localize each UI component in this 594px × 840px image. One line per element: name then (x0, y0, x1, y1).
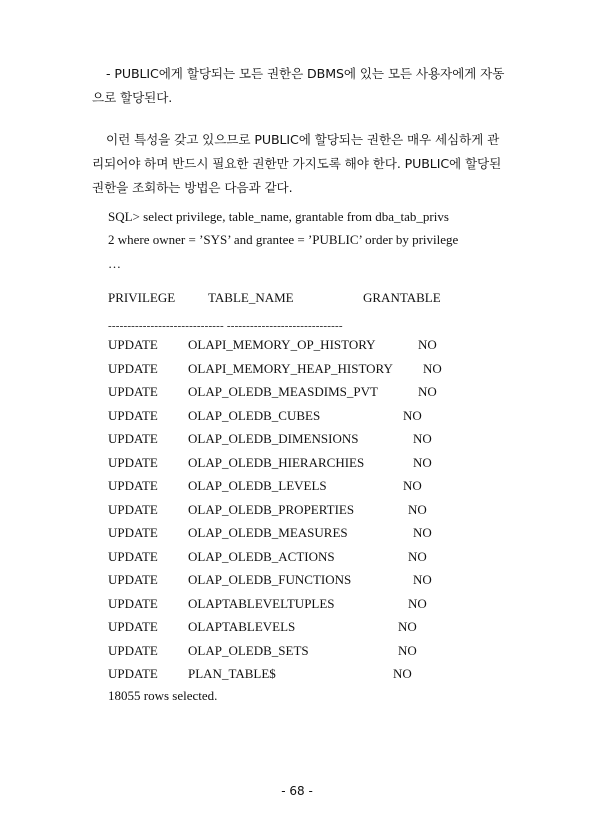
cell-grantable: NO (423, 360, 442, 376)
table-row (108, 619, 528, 642)
table-row (108, 455, 528, 478)
cell-grantable: NO (418, 384, 437, 399)
table-row (108, 643, 528, 666)
cell-grantable: NO (403, 478, 422, 493)
rows-selected-count: 18055 rows selected. (108, 688, 218, 703)
result-header-row (108, 290, 528, 313)
page-number: - 68 - (281, 784, 313, 798)
cell-grantable: NO (398, 642, 417, 658)
paragraph-line: 리되어야 하며 반드시 필요한 권한만 가지도록 해야 한다. PUBLIC에 할당된 (92, 156, 502, 171)
result-separator: ------------------------------ ------------------------------ (108, 320, 343, 332)
sql-ellipsis: … (108, 256, 121, 271)
cell-privilege: UPDATE (108, 337, 158, 352)
sql-query-line-1: SQL> select privilege, table_name, grantable from dba_tab_privs (108, 209, 449, 224)
cell-privilege: UPDATE (108, 454, 158, 470)
cell-table-name: PLAN_TABLE$ (188, 666, 276, 681)
cell-privilege: UPDATE (108, 548, 158, 564)
paragraph-line: 으로 할당된다. (92, 90, 173, 105)
table-row (108, 337, 528, 360)
table-row (108, 549, 528, 572)
table-row (108, 666, 528, 689)
paragraph-public-auto-grant (92, 62, 530, 110)
cell-table-name: OLAP_OLEDB_LEVELS (188, 478, 327, 493)
table-row (108, 408, 528, 431)
table-row (108, 478, 528, 501)
header-grantable: GRANTABLE (363, 290, 441, 305)
cell-privilege: UPDATE (108, 525, 158, 540)
cell-grantable: NO (403, 407, 422, 423)
cell-table-name: OLAP_OLEDB_FUNCTIONS (188, 572, 352, 587)
cell-privilege: UPDATE (108, 360, 158, 376)
cell-table-name: OLAP_OLEDB_PROPERTIES (188, 501, 355, 517)
table-row (108, 384, 528, 407)
cell-table-name: OLAPTABLEVELTUPLES (188, 595, 335, 611)
cell-privilege: UPDATE (108, 501, 158, 517)
cell-privilege: UPDATE (108, 642, 158, 658)
cell-privilege: UPDATE (108, 572, 158, 587)
paragraph-public-management (92, 128, 530, 200)
cell-table-name: OLAPI_MEMORY_HEAP_HISTORY (188, 360, 393, 376)
cell-table-name: OLAP_OLEDB_SETS (188, 642, 309, 658)
cell-grantable: NO (413, 525, 432, 540)
cell-privilege: UPDATE (108, 595, 158, 611)
cell-table-name: OLAPTABLEVELS (188, 619, 296, 634)
sql-query-line-2: 2 where owner = ’SYS’ and grantee = ’PUBLIC’ order by privilege (108, 232, 459, 247)
cell-table-name: OLAPI_MEMORY_OP_HISTORY (188, 337, 376, 352)
cell-privilege: UPDATE (108, 666, 158, 681)
table-row (108, 525, 528, 548)
cell-table-name: OLAP_OLEDB_ACTIONS (188, 548, 335, 564)
cell-privilege: UPDATE (108, 478, 158, 493)
cell-privilege: UPDATE (108, 431, 158, 446)
cell-privilege: UPDATE (108, 407, 158, 423)
header-table-name: TABLE_NAME (208, 290, 294, 305)
cell-table-name: OLAP_OLEDB_DIMENSIONS (188, 431, 359, 446)
cell-grantable: NO (398, 619, 417, 634)
cell-table-name: OLAP_OLEDB_MEASDIMS_PVT (188, 384, 378, 399)
cell-grantable: NO (413, 572, 432, 587)
paragraph-line: 권한을 조회하는 방법은 다음과 같다. (92, 180, 293, 195)
cell-table-name: OLAP_OLEDB_CUBES (188, 407, 321, 423)
cell-grantable: NO (393, 666, 412, 681)
cell-grantable: NO (408, 501, 427, 517)
paragraph-line: - PUBLIC에게 할당되는 모든 권한은 DBMS에 있는 모든 사용자에게 자동 (106, 66, 505, 81)
cell-grantable: NO (413, 431, 432, 446)
table-row (108, 596, 528, 619)
cell-grantable: NO (413, 454, 432, 470)
cell-grantable: NO (418, 337, 437, 352)
table-row (108, 431, 528, 454)
table-row (108, 572, 528, 595)
table-row (108, 502, 528, 525)
cell-table-name: OLAP_OLEDB_HIERARCHIES (188, 454, 365, 470)
cell-grantable: NO (408, 548, 427, 564)
cell-privilege: UPDATE (108, 384, 158, 399)
paragraph-line: 이런 특성을 갖고 있으므로 PUBLIC에 할당되는 권한은 매우 세심하게 관 (106, 132, 500, 147)
cell-table-name: OLAP_OLEDB_MEASURES (188, 525, 348, 540)
table-row (108, 361, 528, 384)
header-privilege: PRIVILEGE (108, 290, 176, 305)
cell-grantable: NO (408, 595, 427, 611)
cell-privilege: UPDATE (108, 619, 158, 634)
